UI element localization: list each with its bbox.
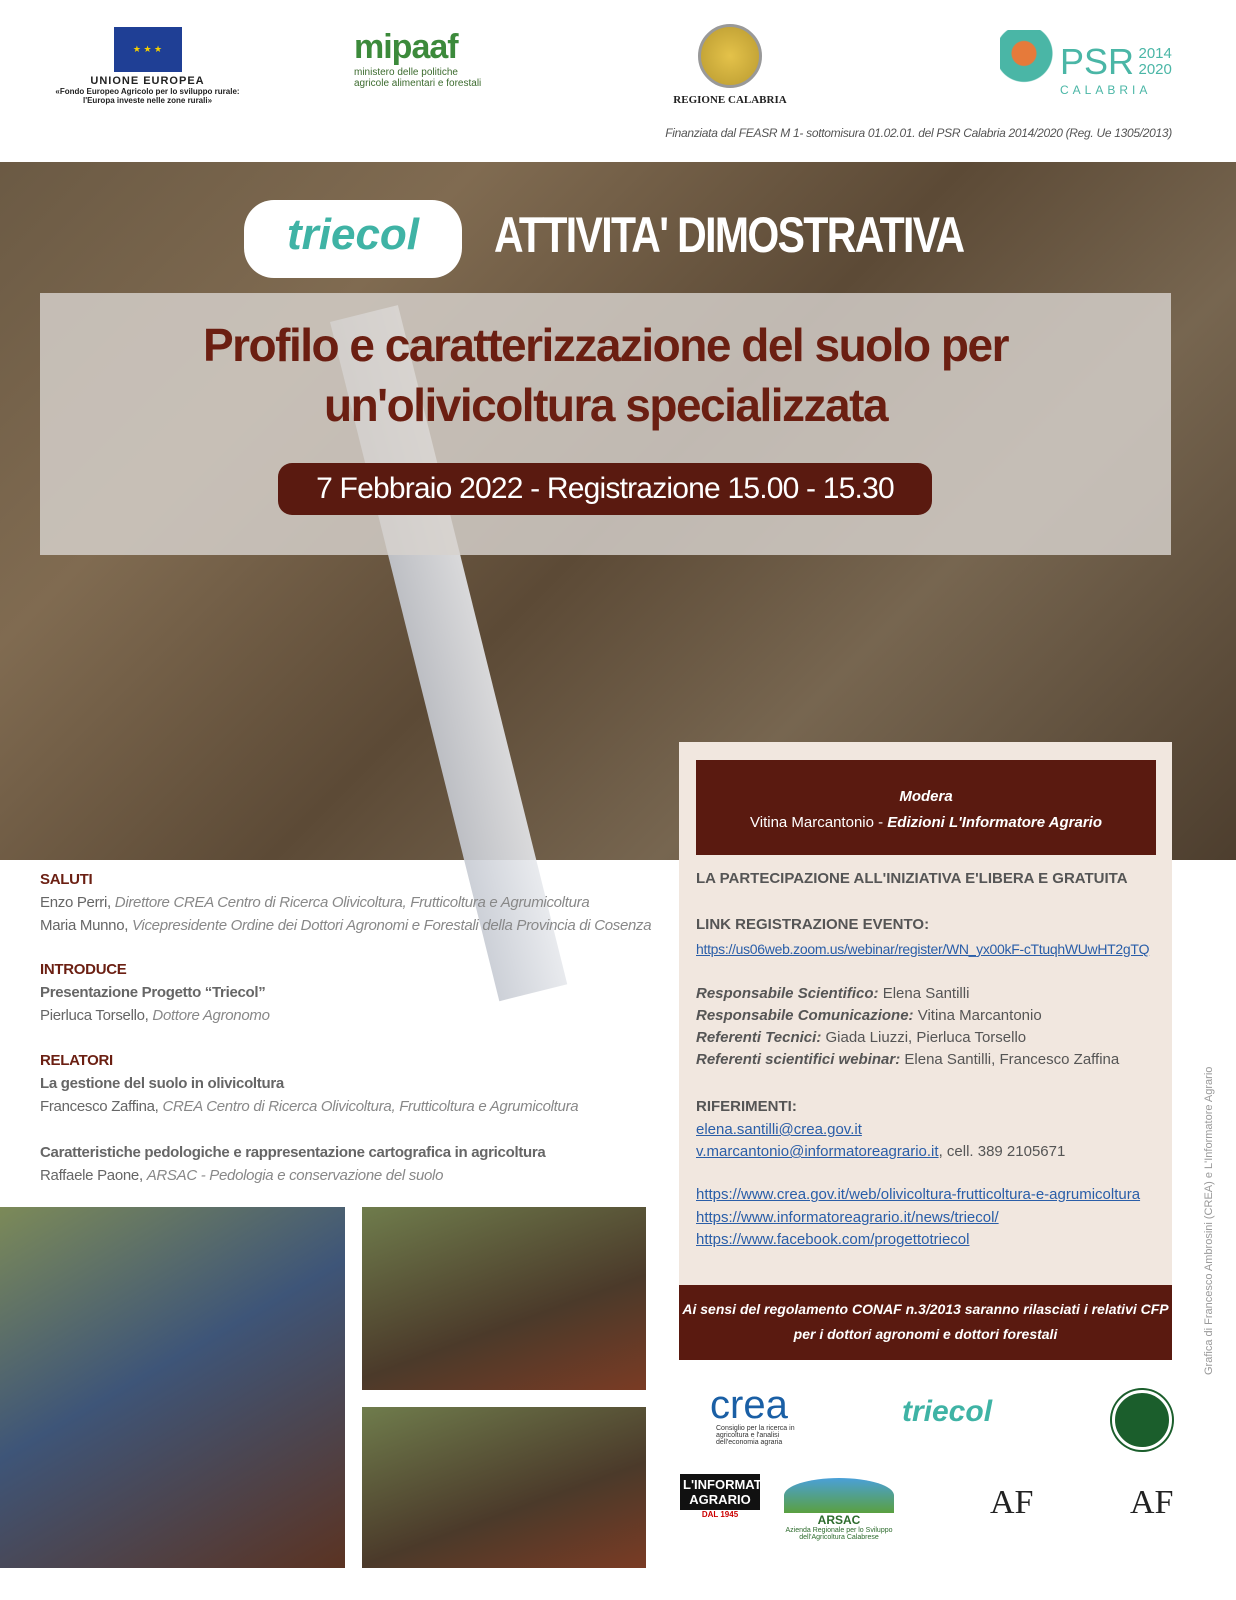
url-crea[interactable]: https://www.crea.gov.it/web/olivicoltura-frutticoltura-e-agrumicoltura <box>696 1186 1141 1203</box>
eu-logo <box>45 27 250 105</box>
talk-topic: Caratteristiche pedologiche e rappresentazione cartografica in agricoltura <box>40 1144 546 1161</box>
heading-saluti: SALUTI <box>40 871 93 888</box>
field-photo-2 <box>362 1207 646 1390</box>
conaf-logo: AF <box>990 1484 1034 1521</box>
event-title-line1: Profilo e caratterizzazione del suolo per <box>202 319 1009 371</box>
modera-label: Modera <box>899 788 953 805</box>
crea-logo <box>682 1385 812 1446</box>
speaker-role: Dottore Agronomo <box>152 1007 270 1024</box>
speaker-role: CREA Centro di Ricerca Olivicoltura, Frutticoltura e Agrumicoltura <box>162 1098 579 1115</box>
speaker-role: Direttore CREA Centro di Ricerca Olivicoltura, Frutticoltura e Agrumicoltura <box>114 894 590 911</box>
informatore-agrario-logo <box>680 1474 790 1519</box>
tree-icon <box>1000 30 1060 108</box>
role-value: Vitina Marcantonio <box>913 1007 1042 1024</box>
speaker-name: Pierluca Torsello, <box>40 1007 149 1024</box>
role-value: Giada Liuzzi, Pierluca Torsello <box>821 1029 1027 1046</box>
triecol-small-logo: triecol <box>902 1395 993 1428</box>
registration-link[interactable]: https://us06web.zoom.us/webinar/register/WN_yx00kF-cTtuqhWUwHT2gTQ <box>696 941 1150 957</box>
email-marcantonio[interactable]: v.marcantonio@informatoreagrario.it <box>696 1143 939 1160</box>
role-label: Referenti scientifici webinar: <box>696 1051 901 1068</box>
speaker-name: Enzo Perri, <box>40 894 111 911</box>
forest-seal-icon <box>1112 1390 1172 1450</box>
program-saluti <box>40 868 651 937</box>
link-label: LINK REGISTRAZIONE EVENTO: <box>696 916 930 933</box>
speaker-role: Vicepresidente Ordine dei Dottori Agronomi e Forestali della Provincia di Cosenza <box>131 917 652 934</box>
heading-relatori: RELATORI <box>40 1052 113 1069</box>
regione-calabria-logo <box>668 24 792 106</box>
references-label: RIFERIMENTI: <box>696 1098 797 1115</box>
mipaaf-line1: ministero delle politiche <box>354 67 458 78</box>
funding-note: Finanziata dal FEASR M 1- sottomisura 01.02.01. del PSR Calabria 2014/2020 (Reg. Ue 1305/2013) <box>665 126 1172 140</box>
conaf-notice <box>679 1285 1172 1360</box>
field-photo-3 <box>362 1407 646 1568</box>
eu-flag-icon: ★ ★ ★ <box>114 27 182 72</box>
crea-name: crea <box>710 1383 788 1427</box>
role-value: Elena Santilli <box>878 985 970 1002</box>
mipaaf-line2: agricole alimentari e forestali <box>354 78 482 89</box>
role-label: Responsabile Scientifico: <box>696 985 879 1002</box>
program-introduce <box>40 958 270 1027</box>
odaf-logo: AF <box>1130 1484 1174 1521</box>
url-facebook[interactable]: https://www.facebook.com/progettotriecol <box>696 1231 970 1248</box>
arsac-sub: Azienda Regionale per lo Sviluppo dell'Agricoltura Calabrese <box>785 1527 893 1541</box>
psr-region: CALABRIA <box>1060 83 1152 97</box>
heading-introduce: INTRODUCE <box>40 961 127 978</box>
arsac-name: ARSAC <box>817 1513 861 1527</box>
psr-year2: 2020 <box>1138 61 1172 78</box>
moderator-name: Vitina Marcantonio - <box>750 814 888 831</box>
email-santilli[interactable]: elena.santilli@crea.gov.it <box>696 1121 862 1138</box>
eu-name: UNIONE EUROPEA <box>90 75 205 87</box>
field-photo-1 <box>0 1207 345 1568</box>
roles-list <box>696 983 1119 1071</box>
event-date: 7 Febbraio 2022 - Registrazione 15.00 - 15.30 <box>278 463 932 515</box>
speaker-role: ARSAC - Pedologia e conservazione del suolo <box>146 1167 444 1184</box>
intro-topic: Presentazione Progetto “Triecol” <box>40 984 266 1001</box>
event-title-line2: un'olivicoltura specializzata <box>323 379 888 431</box>
eu-fund2: l'Europa investe nelle zone rurali» <box>82 96 213 105</box>
moderator-org: Edizioni L'Informatore Agrario <box>887 814 1102 831</box>
conaf-line2: per i dottori agronomi e dottori forestali <box>793 1326 1058 1342</box>
talk-topic: La gestione del suolo in olivicoltura <box>40 1075 284 1092</box>
eu-fund: «Fondo Europeo Agricolo per lo sviluppo rurale: <box>55 87 240 96</box>
program-relatori <box>40 1049 578 1187</box>
psr-year1: 2014 <box>1138 45 1172 62</box>
mipaaf-logo <box>354 28 481 89</box>
mipaaf-name: mipaaf <box>354 28 458 66</box>
free-participation: LA PARTECIPAZIONE ALL'INIZIATIVA E'LIBERA E GRATUITA <box>696 870 1128 887</box>
url-informatore[interactable]: https://www.informatoreagrario.it/news/triecol/ <box>696 1209 999 1226</box>
arsac-logo <box>784 1478 894 1541</box>
role-value: Elena Santilli, Francesco Zaffina <box>900 1051 1120 1068</box>
psr-logo <box>1000 30 1172 108</box>
speaker-name: Maria Munno, <box>40 917 129 934</box>
regione-crest-icon <box>698 24 762 88</box>
regione-name: REGIONE CALABRIA <box>673 94 787 106</box>
arsac-landscape-icon <box>784 1478 894 1513</box>
role-label: Referenti Tecnici: <box>696 1029 822 1046</box>
psr-name: PSR <box>1060 41 1135 82</box>
kicker: ATTIVITA' DIMOSTRATIVA <box>494 207 964 263</box>
informatore-name: L'INFORMATORE AGRARIO <box>680 1474 760 1510</box>
triecol-logo: triecol <box>244 200 462 278</box>
role-label: Responsabile Comunicazione: <box>696 1007 914 1024</box>
moderator-box <box>696 760 1156 855</box>
speaker-name: Francesco Zaffina, <box>40 1098 159 1115</box>
credit: Grafica di Francesco Ambrosini (CREA) e L'Informatore Agrario <box>1203 1066 1215 1375</box>
speaker-name: Raffaele Paone, <box>40 1167 143 1184</box>
conaf-line1: Ai sensi del regolamento CONAF n.3/2013 saranno rilasciati i relativi CFP <box>682 1301 1169 1317</box>
crea-sub: Consiglio per la ricerca in agricoltura e l'analisi dell'economia agraria <box>716 1425 795 1446</box>
phone: , cell. 389 2105671 <box>938 1143 1066 1160</box>
informatore-sub: DAL 1945 <box>701 1510 739 1519</box>
